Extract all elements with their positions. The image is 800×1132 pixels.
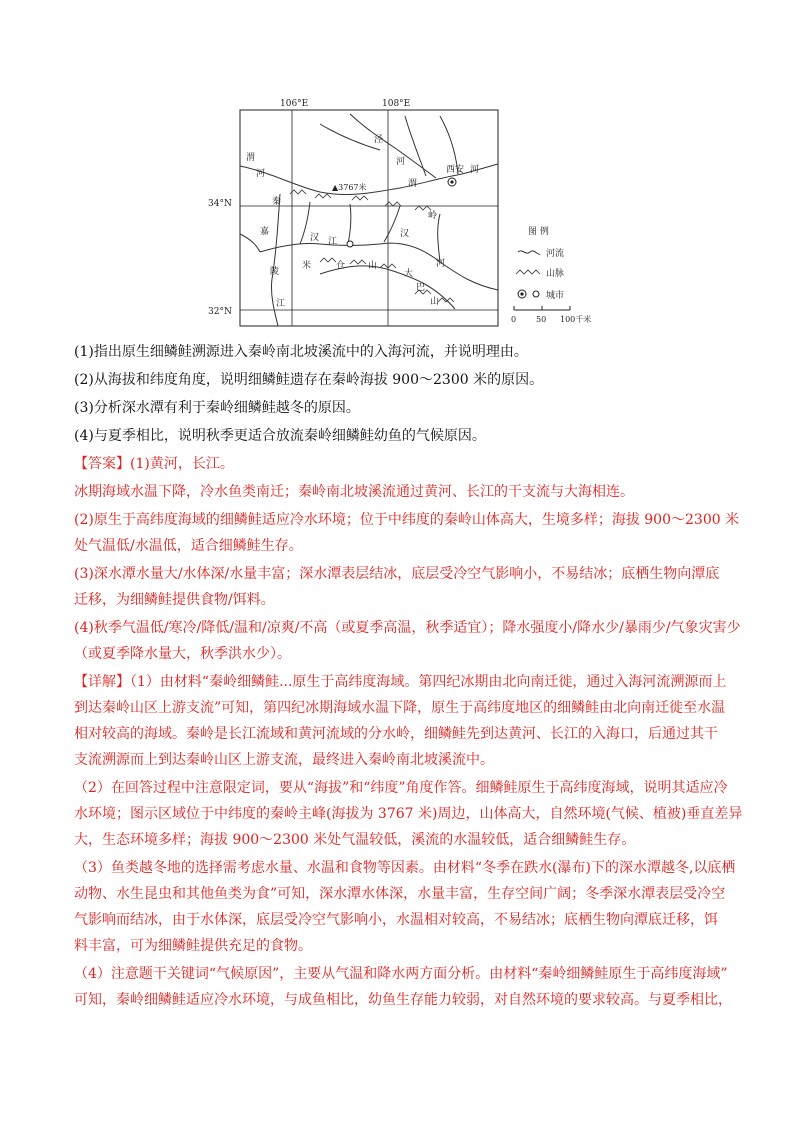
label-shan-2: 山 (430, 297, 440, 307)
river-tributary-north1 (320, 124, 380, 150)
label-han-2: 汉 (400, 229, 410, 239)
label-jialing-1: 嘉 (260, 227, 270, 237)
answer-1-first: (1)黄河，长江。 (130, 456, 234, 472)
scale-label-0: 0 (511, 315, 517, 324)
label-shan-1: 山 (368, 261, 378, 271)
mountain-qin-5 (415, 206, 431, 210)
mountain-qin-3 (352, 196, 368, 200)
label-wei-2: 渭 (408, 179, 418, 189)
rivers (240, 114, 498, 326)
label-wei-1: 渭 (246, 153, 256, 163)
mountain-qin-4 (385, 202, 401, 206)
legend-river-symbol (518, 251, 540, 254)
legend-mountain: 山脉 (546, 269, 565, 279)
detail-1-line-1-text: （1）由材料“秦岭细鳞鲑...原生于高纬度海域。第四纪冰期由北向南迁徙，通过入海河流溯源而上 (130, 674, 727, 690)
qinling-map (200, 94, 640, 334)
question-4: (4)与夏季相比，说明秋季更适合放流秦岭细鳞鲑幼鱼的气候原因。 (74, 428, 486, 444)
label-he-2: 河 (396, 157, 406, 167)
detail-1-line-1 (74, 672, 726, 692)
label-106e: 106°E (280, 99, 309, 109)
answer-4-line-1: (4)秋季气温低/寒冷/降低/温和/凉爽/不高（或夏季高温，秋季适宜）；降水强度小/降水少/暴雨少/气象灾害少 (74, 620, 741, 636)
river-tributary-south2 (348, 204, 351, 244)
answer-4-line-2: （或夏季降水量大，秋季洪水少）。 (74, 646, 291, 662)
detail-4-line-1: （4）注意题干关键词“气候原因”，主要从气温和降水两方面分析。由材料“秦岭细鳞鲑原生于高纬度海域” (74, 966, 728, 982)
label-jiang-2: 江 (276, 299, 286, 309)
answer-2-line-2: 处气温低/水温低，适合细鳞鲑生存。 (74, 538, 303, 554)
detail-1-line-3: 相对较高的海域。秦岭是长江流域和黄河流域的分水岭，细鳞鲑先到达黄河、长江的入海口，后通过其干 (74, 726, 718, 742)
legend-city: 城市 (546, 291, 565, 301)
label-he-3: 河 (470, 165, 480, 175)
label-cang: 仓 (336, 261, 346, 271)
label-jing: 泾 (374, 135, 384, 145)
river-tributary-south1 (300, 202, 310, 244)
answer-3-line-2: 迁移，为细鳞鲑提供食物/饵料。 (74, 592, 275, 608)
answer-3-line-1: (3)深水潭水量大/水体深/水量丰富；深水潭表层结冰，底层受冷空气影响小，不易结冰；底栖生物向潭底 (74, 566, 720, 582)
answer-line-1 (74, 454, 234, 474)
label-jialing-2: 陵 (270, 267, 280, 277)
label-da: 大 (404, 269, 414, 279)
city-hanzhong-symbol (347, 241, 353, 247)
answer-2-line-1: (2)原生于高纬度海域的细鳞鲑适应冷水环境；位于中纬度的秦岭山体高大，生境多样；海拔 900～2300 米 (74, 512, 740, 528)
legend-title: 图 例 (528, 227, 549, 237)
label-he-1: 河 (256, 169, 266, 179)
detail-3-line-3: 气影响而结冰，由于水体深，底层受冷空气影响小，水温相对较高，不易结冰；底栖生物向潭底迁移，饵 (74, 912, 718, 928)
scale-label-100: 100千米 (560, 315, 592, 324)
question-1: (1)指出原生细鳞鲑溯源进入秦岭南北坡溪流中的入海河流，并说明理由。 (74, 344, 528, 360)
legend-river: 河流 (546, 249, 565, 259)
detail-1-line-4: 支流溯源而上到达秦岭山区上游支流，最终进入秦岭南北坡溪流中。 (74, 752, 494, 768)
label-mi: 米 (302, 261, 312, 271)
label-peak: ▲3767米 (332, 183, 367, 192)
question-2: (2)从海拔和纬度角度，说明细鳞鲑遗存在秦岭海拔 900～2300 米的原因。 (74, 372, 544, 388)
label-34n: 34°N (208, 199, 232, 209)
label-jiang-1: 江 (328, 237, 338, 247)
legend-city-dot (520, 292, 523, 295)
mountain-micang-1 (320, 258, 336, 262)
label-32n: 32°N (208, 307, 232, 317)
label-ba: 巴 (416, 283, 426, 293)
detail-3-line-2: 动物、水生昆虫和其他鱼类为食”可知，深水潭水体深，水量丰富，生存空间广阔；冬季深水潭表层受冷空 (74, 886, 726, 902)
map-legend (511, 225, 591, 324)
label-han-1: 汉 (310, 233, 320, 243)
map-svg (200, 94, 640, 334)
legend-mountain-symbol (516, 270, 540, 274)
river-tributary-north2 (405, 116, 426, 176)
detail-label: 【详解】 (74, 674, 130, 690)
river-tributary-south3 (384, 206, 400, 242)
scale-label-50: 50 (536, 315, 547, 324)
detail-4-line-2: 可知，秦岭细鳞鲑适应冷水环境，与成鱼相比，幼鱼生存能力较弱，对自然环境的要求较高。与夏季相比， (74, 992, 732, 1008)
city-xian-dot (450, 180, 453, 183)
label-han-3: 河 (436, 259, 446, 269)
answer-label: 【答案】 (74, 456, 130, 472)
mountain-qin-2 (315, 194, 331, 198)
question-3: (3)分析深水潭有利于秦岭细鳞鲑越冬的原因。 (74, 400, 360, 416)
detail-3-line-1: （3）鱼类越冬地的选择需考虑水量、水温和食物等因素。由材料“冬季在跌水(瀑布)下的深水潭越冬,以底栖 (74, 860, 736, 876)
mountain-micang-2 (350, 260, 366, 264)
river-west-stub (240, 234, 260, 252)
detail-1-line-2: 到达秦岭山区上游支流”可知，第四纪冰期海域水温下降，原生于高纬度地区的细鳞鲑由北向南迁徙至水温 (74, 700, 726, 716)
river-tributary-south4 (438, 214, 440, 262)
label-xian: 西安 (446, 165, 465, 175)
detail-2-line-1: （2）在回答过程中注意限定词，要从“海拔”和“纬度”角度作答。细鳞鲑原生于高纬度海域，说明其适应冷 (74, 780, 728, 796)
detail-3-line-4: 料丰富，可为细鳞鲑提供充足的食物。 (74, 938, 312, 954)
detail-2-line-2: 水环境；图示区域位于中纬度的秦岭主峰(海拔为 3767 米)周边，山体高大，自然环境(气候、植被)垂直差异 (74, 806, 743, 822)
label-ling: 岭 (428, 211, 438, 221)
answer-1-second: 冰期海域水温下降，冷水鱼类南迁；秦岭南北坡溪流通过黄河、长江的干支流与大海相连。 (74, 484, 634, 500)
label-108e: 108°E (382, 99, 411, 109)
river-han (260, 243, 498, 290)
detail-2-line-3: 大，生态环境多样；海拔 900～2300 米处气温较低，溪流的水温较低，适合细鳞鲑生存。 (74, 832, 636, 848)
mountain-symbols (290, 190, 454, 302)
label-qin: 秦 (272, 197, 282, 207)
legend-city-symbol-2 (533, 291, 539, 297)
